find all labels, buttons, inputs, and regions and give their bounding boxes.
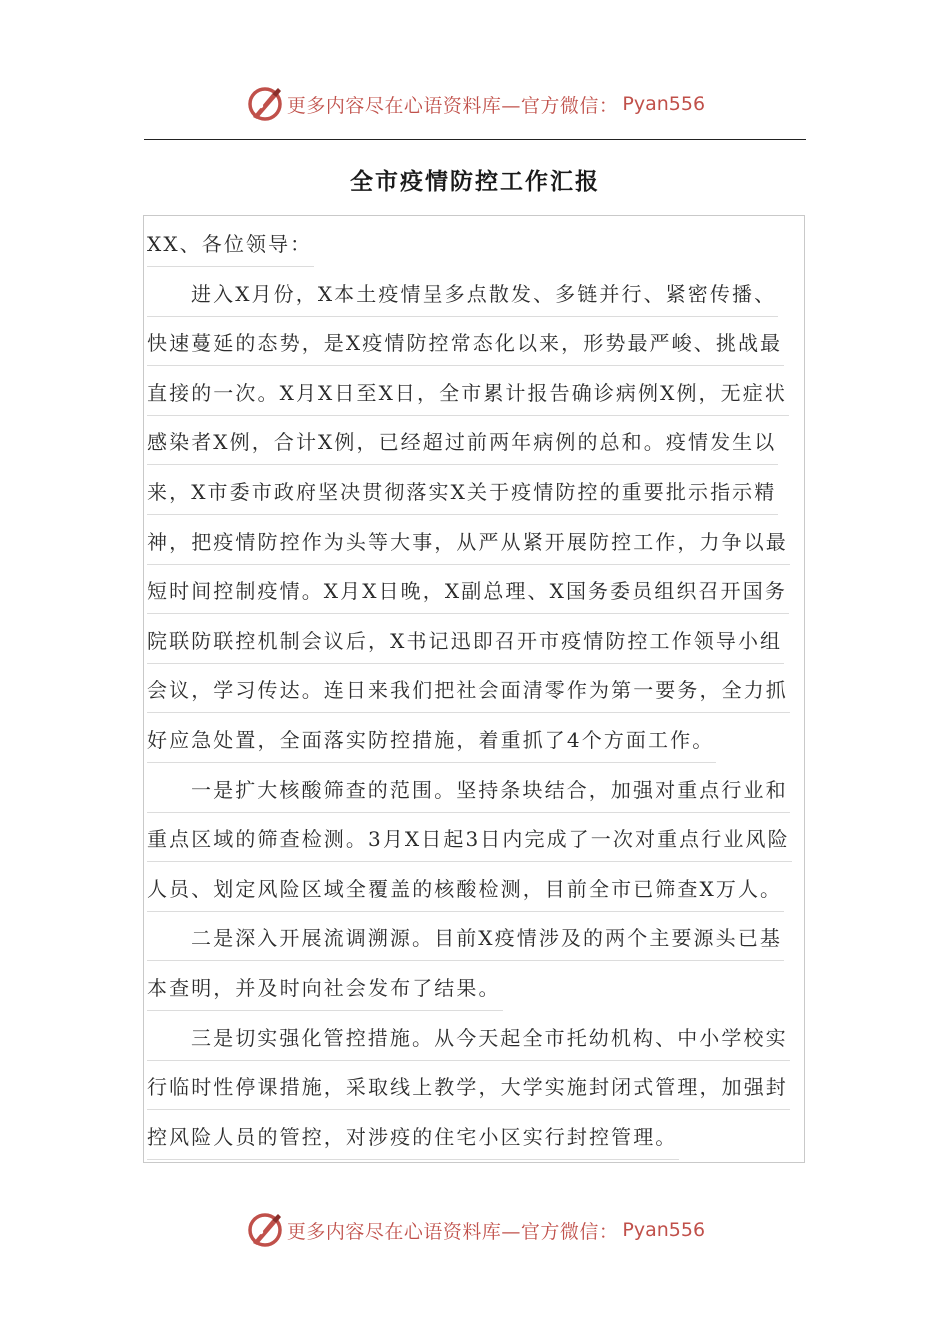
banner-text: 更多内容尽在心语资料库—官方微信：: [286, 94, 619, 117]
body-line-text: XX、各位领导：: [147, 222, 314, 267]
body-line-text: 感染者X例，合计X例，已经超过前两年病例的总和。疫情发生以: [147, 420, 778, 465]
body-line-text: 来，X市委市政府坚决贯彻落实X关于疫情防控的重要批示指示精: [147, 470, 778, 515]
body-line: [147, 272, 807, 322]
body-line-text: 本查明，并及时向社会发布了结果。: [147, 966, 503, 1011]
body-line: [147, 619, 807, 669]
body-line: [147, 1065, 807, 1115]
body-line: [147, 817, 807, 867]
pen-circle-logo-icon: [245, 1210, 285, 1250]
document-title: 全市疫情防控工作汇报: [350, 169, 600, 195]
wechat-id: Pyan556: [622, 1219, 706, 1241]
banner-text: 更多内容尽在心语资料库—官方微信：: [286, 1220, 619, 1243]
body-line-text: 短时间控制疫情。X月X日晚，X副总理、X国务委员组织召开国务: [147, 569, 789, 614]
body-line-text: 直接的一次。X月X日至X日，全市累计报告确诊病例X例，无症状: [147, 371, 789, 416]
footer-banner: [0, 1208, 950, 1252]
body-line: [147, 916, 807, 966]
body-line: [147, 470, 807, 520]
body-line-text: 重点区域的筛查检测。3月X日起3日内完成了一次对重点行业风险: [147, 817, 792, 862]
header-banner: [0, 82, 950, 126]
body-line-text: 控风险人员的管控，对涉疫的住宅小区实行封控管理。: [147, 1115, 679, 1160]
body-line-text: 一是扩大核酸筛查的范围。坚持条块结合，加强对重点行业和: [147, 768, 790, 813]
body-line: [147, 371, 807, 421]
body-line-text: 进入X月份，X本土疫情呈多点散发、多链并行、紧密传播、: [147, 272, 778, 317]
body-line-text: 人员、划定风险区域全覆盖的核酸检测，目前全市已筛查X万人。: [147, 867, 784, 912]
body-line: [147, 420, 807, 470]
wechat-id: Pyan556: [622, 93, 706, 115]
body-line: [147, 668, 807, 718]
body-line: [147, 222, 807, 272]
body-line-text: 会议，学习传达。连日来我们把社会面清零作为第一要务，全力抓: [147, 668, 790, 713]
body-line-text: 快速蔓延的态势，是X疫情防控常态化以来，形势最严峻、挑战最: [147, 321, 784, 366]
body-line: [147, 520, 807, 570]
body-line-text: 神，把疫情防控作为头等大事，从严从紧开展防控工作，力争以最: [147, 520, 790, 565]
document-body: [147, 222, 807, 1164]
header-rule: [144, 139, 806, 140]
body-line: [147, 966, 807, 1016]
body-line: [147, 321, 807, 371]
body-line: [147, 718, 807, 768]
body-line: [147, 1115, 807, 1165]
body-line: [147, 867, 807, 917]
body-line: [147, 1016, 807, 1066]
body-line: [147, 768, 807, 818]
body-line-text: 行临时性停课措施，采取线上教学，大学实施封闭式管理，加强封: [147, 1065, 790, 1110]
body-line: [147, 569, 807, 619]
body-line-text: 二是深入开展流调溯源。目前X疫情涉及的两个主要源头已基: [147, 916, 784, 961]
body-line-text: 好应急处置，全面落实防控措施，着重抓了4个方面工作。: [147, 718, 716, 763]
body-line-text: 院联防联控机制会议后，X书记迅即召开市疫情防控工作领导小组: [147, 619, 784, 664]
pen-circle-logo-icon: [245, 84, 285, 124]
body-line-text: 三是切实强化管控措施。从今天起全市托幼机构、中小学校实: [147, 1016, 790, 1061]
